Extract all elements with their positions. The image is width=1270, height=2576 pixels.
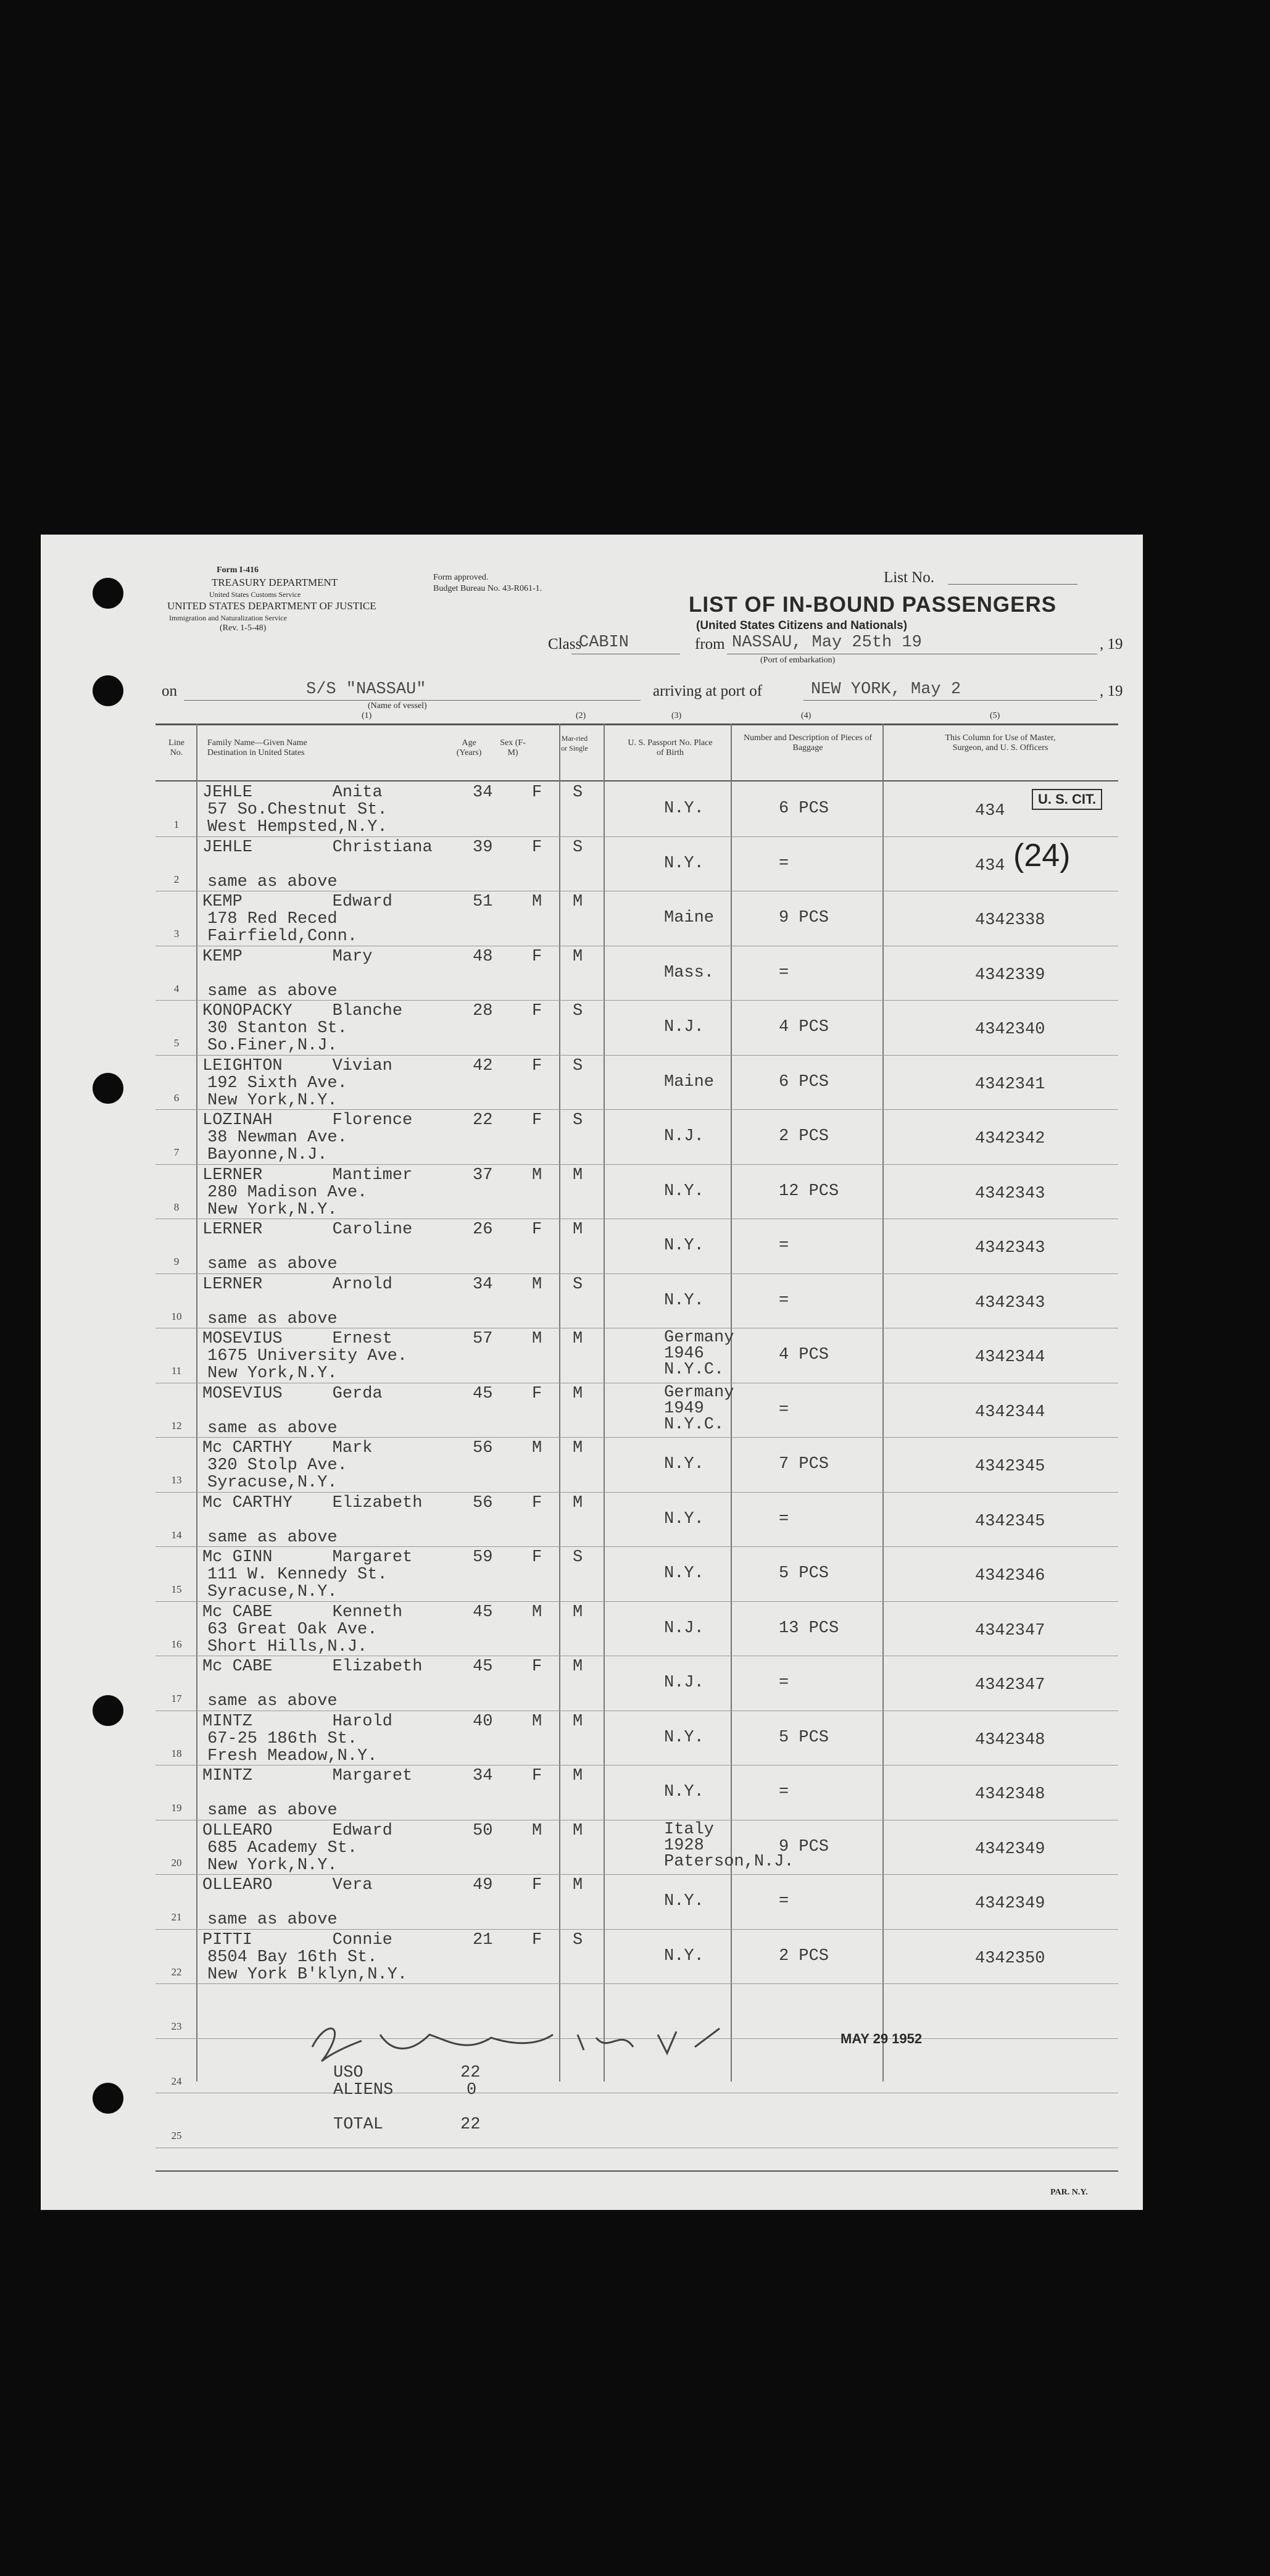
line-number: 11: [171, 1365, 182, 1377]
place-of-birth: N.Y.: [664, 1783, 704, 1801]
place-of-birth: N.Y.C.: [664, 1361, 724, 1379]
line-number: 6: [173, 1091, 180, 1104]
us-citizen-stamp: U. S. CIT.: [1032, 789, 1102, 810]
age: 40: [473, 1712, 493, 1731]
officer-code: 4342347: [975, 1676, 1045, 1694]
sex: M: [532, 1712, 542, 1731]
age: 45: [473, 1384, 493, 1403]
age: 42: [473, 1056, 493, 1075]
col-num-5: (5): [990, 711, 1000, 720]
sex: F: [532, 1056, 542, 1075]
sex: M: [532, 1330, 542, 1348]
punch-hole: [93, 1695, 123, 1726]
passenger-name: KEMP Mary: [202, 947, 373, 966]
officer-code: 434: [975, 856, 1005, 875]
officer-code: 4342342: [975, 1130, 1045, 1148]
punch-hole: [93, 675, 123, 706]
line-number: 3: [173, 928, 180, 940]
aliens-value: 0: [467, 2081, 477, 2099]
col-rule: [559, 723, 560, 2082]
marital-status: M: [573, 1439, 583, 1457]
line-number: 22: [171, 1965, 182, 1978]
line-number: 20: [171, 1856, 182, 1869]
line-number: 18: [171, 1747, 182, 1759]
line-number: 8: [173, 1201, 180, 1213]
line-number: 15: [171, 1583, 182, 1595]
baggage: 4 PCS: [779, 1346, 829, 1364]
officer-code: 4342349: [975, 1840, 1045, 1859]
col-num-3: (3): [671, 711, 682, 720]
line-number: 13: [171, 1474, 182, 1486]
baggage: 6 PCS: [779, 799, 829, 818]
address-line: same as above: [207, 1911, 338, 1929]
baggage: =: [779, 1400, 789, 1419]
col-num-2: (2): [576, 711, 586, 720]
line-number: 21: [171, 1911, 182, 1923]
uso-value: 22: [460, 2064, 481, 2082]
col-num-1: (1): [362, 711, 372, 720]
marital-status: M: [573, 1712, 583, 1731]
place-of-birth: N.J.: [664, 1619, 704, 1638]
age: 34: [473, 1767, 493, 1785]
address-line: 8504 Bay 16th St.: [207, 1948, 378, 1967]
place-of-birth: Germany: [664, 1383, 734, 1402]
officer-code: 4342345: [975, 1457, 1045, 1476]
header-baggage: Number and Description of Pieces of Baggage: [744, 733, 872, 752]
baggage: =: [779, 1674, 789, 1692]
baggage: 13 PCS: [779, 1619, 839, 1638]
age: 59: [473, 1548, 493, 1567]
passenger-name: OLLEARO Vera: [202, 1876, 373, 1894]
header-bottom-rule: [156, 780, 1118, 782]
sex: M: [532, 1821, 542, 1840]
officer-code: 4342340: [975, 1020, 1045, 1039]
place-of-birth: Italy: [664, 1820, 715, 1839]
place-of-birth: N.Y.: [664, 1182, 704, 1201]
passenger-name: MOSEVIUS Ernest: [202, 1330, 392, 1348]
line-number: 4: [173, 982, 180, 994]
sex: F: [532, 1876, 542, 1894]
sex: F: [532, 1767, 542, 1785]
line-number: 16: [171, 1638, 182, 1650]
address-line: New York,N.Y.: [207, 1091, 338, 1110]
sex: F: [532, 1930, 542, 1949]
form-revision: (Rev. 1-5-48): [220, 623, 267, 633]
vessel-line: [184, 700, 641, 701]
baggage: 12 PCS: [779, 1182, 839, 1201]
manifest-sheet: [41, 535, 1143, 2210]
dept-justice-sub: Immigration and Naturalization Service: [169, 614, 287, 622]
page-subtitle: (United States Citizens and Nationals): [696, 619, 908, 632]
header-line-no: Line No.: [168, 738, 185, 757]
baggage: 9 PCS: [779, 909, 829, 927]
sex: F: [532, 1111, 542, 1130]
address-line: 67-25 186th St.: [207, 1729, 358, 1748]
budget-bureau: Budget Bureau No. 43-R061-1.: [433, 584, 542, 593]
marital-status: M: [573, 1220, 583, 1239]
col-rule: [196, 723, 197, 2082]
baggage: 2 PCS: [779, 1127, 829, 1146]
place-of-birth: N.Y.: [664, 1946, 704, 1965]
baggage: 2 PCS: [779, 1946, 829, 1965]
passenger-name: LERNER Arnold: [202, 1275, 392, 1294]
total-value: 22: [460, 2115, 481, 2134]
age: 56: [473, 1439, 493, 1457]
place-of-birth: 1949: [664, 1399, 704, 1418]
col-rule: [731, 723, 732, 2082]
baggage: 4 PCS: [779, 1018, 829, 1036]
address-line: New York,N.Y.: [207, 1200, 338, 1219]
marital-status: M: [573, 1876, 583, 1894]
baggage: =: [779, 1291, 789, 1310]
sex: M: [532, 1603, 542, 1622]
page-title: LIST OF IN-BOUND PASSENGERS: [689, 593, 1057, 617]
sex: F: [532, 1384, 542, 1403]
year-suffix-2: , 19: [1100, 683, 1123, 699]
class-label: Class: [548, 636, 582, 652]
passenger-name: PITTI Connie: [202, 1930, 392, 1949]
address-line: 38 Newman Ave.: [207, 1128, 347, 1147]
marital-status: M: [573, 947, 583, 966]
punch-hole: [93, 1073, 123, 1104]
line-number: 9: [173, 1256, 180, 1267]
address-line: 57 So.Chestnut St.: [207, 801, 388, 819]
age: 22: [473, 1111, 493, 1130]
address-line: 320 Stolp Ave.: [207, 1456, 347, 1475]
line-number: 14: [171, 1528, 182, 1541]
embarkation-value: NASSAU, May 25th 19: [732, 633, 922, 652]
passenger-name: LERNER Caroline: [202, 1220, 413, 1239]
address-line: same as above: [207, 982, 338, 1001]
aliens-label: ALIENS: [333, 2081, 394, 2099]
baggage: =: [779, 963, 789, 982]
line-number: 17: [171, 1693, 182, 1704]
baggage: =: [779, 1783, 789, 1801]
address-line: 63 Great Oak Ave.: [207, 1620, 378, 1639]
on-label: on: [162, 683, 177, 699]
address-line: 1675 University Ave.: [207, 1347, 408, 1365]
place-of-birth: N.Y.: [664, 1455, 704, 1473]
address-line: New York,N.Y.: [207, 1364, 338, 1383]
address-line: 192 Sixth Ave.: [207, 1073, 347, 1093]
place-of-birth: Germany: [664, 1328, 734, 1347]
officer-code: 4342348: [975, 1785, 1045, 1804]
age: 21: [473, 1930, 493, 1949]
officer-code: 4342350: [975, 1949, 1045, 1968]
address-line: same as above: [207, 872, 338, 891]
sex: F: [532, 1220, 542, 1239]
form-approved: Form approved.: [433, 573, 489, 582]
arriving-label: arriving at port of: [653, 683, 763, 699]
officer-code: 4342344: [975, 1348, 1045, 1367]
passenger-name: Mc CABE Elizabeth: [202, 1657, 423, 1676]
line-number: 1: [173, 819, 180, 830]
officer-code: 4342345: [975, 1512, 1045, 1531]
address-line: Bayonne,N.J.: [207, 1146, 328, 1164]
address-line: Syracuse,N.Y.: [207, 1583, 338, 1601]
age: 48: [473, 947, 493, 966]
line-number: 24: [171, 2075, 182, 2087]
passenger-name: LOZINAH Florence: [202, 1111, 413, 1130]
marital-status: M: [573, 1603, 583, 1622]
address-line: New York,N.Y.: [207, 1856, 338, 1875]
marital-status: M: [573, 1330, 583, 1348]
officer-code: 4342348: [975, 1730, 1045, 1749]
table-bottom-rule: [156, 2170, 1118, 2172]
baggage: 6 PCS: [779, 1072, 829, 1091]
passenger-name: MOSEVIUS Gerda: [202, 1384, 383, 1403]
header-sex: Sex (F-M): [500, 738, 526, 757]
place-of-birth: N.Y.: [664, 1892, 704, 1911]
passenger-name: OLLEARO Edward: [202, 1821, 392, 1840]
age: 28: [473, 1002, 493, 1020]
line-number: 10: [171, 1310, 182, 1322]
passenger-name: MINTZ Margaret: [202, 1767, 413, 1785]
place-of-birth: N.Y.: [664, 854, 704, 873]
passenger-name: KONOPACKY Blanche: [202, 1002, 403, 1020]
address-line: same as above: [207, 1255, 338, 1273]
marital-status: M: [573, 893, 583, 911]
from-label: from: [695, 636, 725, 652]
address-line: Syracuse,N.Y.: [207, 1473, 338, 1492]
sex: F: [532, 1002, 542, 1020]
marital-status: M: [573, 1165, 583, 1185]
age: 56: [473, 1493, 493, 1512]
arrival-line: [803, 700, 1097, 701]
age: 45: [473, 1657, 493, 1676]
place-of-birth: N.J.: [664, 1127, 704, 1146]
marital-status: S: [573, 1275, 583, 1294]
place-of-birth: N.Y.: [664, 799, 704, 818]
passenger-name: Mc CARTHY Mark: [202, 1439, 373, 1457]
address-line: Short Hills,N.J.: [207, 1637, 368, 1656]
officer-code: 4342343: [975, 1184, 1045, 1203]
passenger-name: Mc CABE Kenneth: [202, 1603, 403, 1622]
place-of-birth: N.Y.: [664, 1236, 704, 1255]
officer-code: 4342343: [975, 1239, 1045, 1257]
marital-status: M: [573, 1657, 583, 1676]
address-line: Fresh Meadow,N.Y.: [207, 1746, 378, 1765]
marital-status: M: [573, 1493, 583, 1512]
baggage: =: [779, 854, 789, 873]
baggage: 7 PCS: [779, 1455, 829, 1473]
officer-code: 434: [975, 802, 1005, 820]
address-line: 30 Stanton St.: [207, 1019, 347, 1038]
sex: M: [532, 1165, 542, 1185]
arrival-port: NEW YORK, May 2: [811, 680, 961, 699]
place-of-birth: N.Y.: [664, 1291, 704, 1310]
passenger-name: MINTZ Harold: [202, 1712, 392, 1731]
dept-justice: UNITED STATES DEPARTMENT OF JUSTICE: [167, 600, 376, 612]
address-line: So.Finer,N.J.: [207, 1036, 338, 1055]
punch-hole: [93, 578, 123, 609]
address-line: same as above: [207, 1309, 338, 1328]
line-number: 2: [173, 873, 180, 885]
sex: F: [532, 1548, 542, 1567]
place-of-birth: N.J.: [664, 1018, 704, 1036]
officer-code: 4342343: [975, 1293, 1045, 1312]
passenger-name: LEIGHTON Vivian: [202, 1056, 392, 1075]
officer-code: 4342341: [975, 1075, 1045, 1094]
sex: F: [532, 947, 542, 966]
place-of-birth: N.Y.: [664, 1564, 704, 1583]
col-rule: [604, 723, 605, 2082]
age: 26: [473, 1220, 493, 1239]
age: 49: [473, 1876, 493, 1894]
place-of-birth: 1946: [664, 1344, 704, 1363]
list-number-label: List No.: [884, 569, 934, 586]
line-number: 12: [171, 1419, 182, 1432]
marital-status: S: [573, 838, 583, 857]
baggage: 5 PCS: [779, 1728, 829, 1747]
baggage: =: [779, 1509, 789, 1528]
officer-code: 4342347: [975, 1621, 1045, 1640]
age: 34: [473, 1275, 493, 1294]
sex: M: [532, 1439, 542, 1457]
marital-status: S: [573, 1002, 583, 1020]
officer-code: 4342338: [975, 911, 1045, 930]
officer-code: 4342346: [975, 1567, 1045, 1585]
officer-code: 4342344: [975, 1403, 1045, 1422]
place-of-birth: N.Y.C.: [664, 1415, 724, 1434]
address-line: Fairfield,Conn.: [207, 927, 358, 946]
passenger-name: Mc GINN Margaret: [202, 1548, 413, 1567]
marital-status: M: [573, 1384, 583, 1403]
address-line: 280 Madison Ave.: [207, 1183, 368, 1202]
dept-treasury: TREASURY DEPARTMENT: [212, 577, 338, 588]
marital-status: M: [573, 1767, 583, 1785]
baggage: 5 PCS: [779, 1564, 829, 1583]
place-of-birth: Maine: [664, 909, 715, 927]
age: 57: [473, 1330, 493, 1348]
col-rule: [882, 723, 884, 2082]
sex: F: [532, 783, 542, 802]
printer-mark: PAR. N.Y.: [1050, 2188, 1088, 2197]
uso-label: USO: [333, 2064, 363, 2082]
baggage: =: [779, 1236, 789, 1255]
marital-status: S: [573, 1930, 583, 1949]
circled-count: (24): [1013, 838, 1071, 873]
place-of-birth: Paterson,N.J.: [664, 1852, 794, 1871]
col-num-4: (4): [801, 711, 811, 720]
line-number: 7: [173, 1146, 180, 1158]
sex: M: [532, 1275, 542, 1294]
header-officers: This Column for Use of Master, Surgeon, and U. S. Officers: [945, 733, 1056, 752]
address-line: same as above: [207, 1419, 338, 1438]
sex: F: [532, 1493, 542, 1512]
header-name: Family Name—Given Name Destination in United States: [207, 738, 307, 757]
place-of-birth: Mass.: [664, 963, 715, 982]
address-line: same as above: [207, 1528, 338, 1547]
embarkation-caption: (Port of embarkation): [760, 656, 836, 665]
place-of-birth: N.Y.: [664, 1728, 704, 1747]
marital-status: S: [573, 783, 583, 802]
list-number-line: [948, 584, 1077, 585]
header-passport: U. S. Passport No. Place of Birth: [628, 738, 713, 757]
line-number: 25: [171, 2130, 182, 2141]
baggage: 9 PCS: [779, 1837, 829, 1856]
baggage: =: [779, 1892, 789, 1911]
place-of-birth: N.Y.: [664, 1509, 704, 1528]
address-line: same as above: [207, 1801, 338, 1820]
place-of-birth: Maine: [664, 1072, 715, 1091]
address-line: 178 Red Reced: [207, 910, 338, 928]
total-label: TOTAL: [333, 2115, 384, 2134]
passenger-name: JEHLE Christiana: [202, 838, 433, 857]
age: 50: [473, 1821, 493, 1840]
sex: F: [532, 838, 542, 857]
address-line: 685 Academy St.: [207, 1838, 358, 1857]
address-line: 111 W. Kennedy St.: [207, 1565, 388, 1584]
passenger-name: LERNER Mantimer: [202, 1165, 413, 1185]
officer-code: 4342339: [975, 965, 1045, 985]
address-line: West Hempsted,N.Y.: [207, 818, 388, 836]
age: 34: [473, 783, 493, 802]
marital-status: S: [573, 1111, 583, 1130]
officer-code: 4342349: [975, 1894, 1045, 1913]
place-of-birth: N.J.: [664, 1674, 704, 1692]
age: 39: [473, 838, 493, 857]
passenger-name: Mc CARTHY Elizabeth: [202, 1493, 423, 1512]
line-number: 19: [171, 1802, 182, 1814]
age: 51: [473, 893, 493, 911]
marital-status: S: [573, 1056, 583, 1075]
header-age: Age (Years): [456, 738, 482, 757]
line-number: 23: [171, 2020, 182, 2032]
form-number: Form I-416: [217, 565, 259, 575]
marital-status: M: [573, 1821, 583, 1840]
age: 37: [473, 1165, 493, 1185]
header-married: Mar-ried or Single: [561, 734, 588, 752]
passenger-name: JEHLE Anita: [202, 783, 383, 802]
passenger-name: KEMP Edward: [202, 893, 392, 911]
age: 45: [473, 1603, 493, 1622]
vessel-name: S/S "NASSAU": [306, 680, 426, 699]
vessel-caption: (Name of vessel): [368, 701, 427, 711]
year-suffix: , 19: [1100, 636, 1123, 652]
signature: [288, 2010, 806, 2065]
place-of-birth: 1928: [664, 1836, 704, 1855]
marital-status: S: [573, 1548, 583, 1567]
table-top-rule: [156, 723, 1118, 725]
dept-treasury-sub: United States Customs Service: [209, 590, 301, 599]
address-line: same as above: [207, 1692, 338, 1711]
punch-hole: [93, 2083, 123, 2114]
date-stamp: MAY 29 1952: [840, 2031, 923, 2046]
line-number: 5: [173, 1037, 180, 1049]
sex: F: [532, 1657, 542, 1676]
class-value: CABIN: [579, 633, 629, 652]
sex: M: [532, 893, 542, 911]
address-line: New York B'klyn,N.Y.: [207, 1965, 408, 1984]
